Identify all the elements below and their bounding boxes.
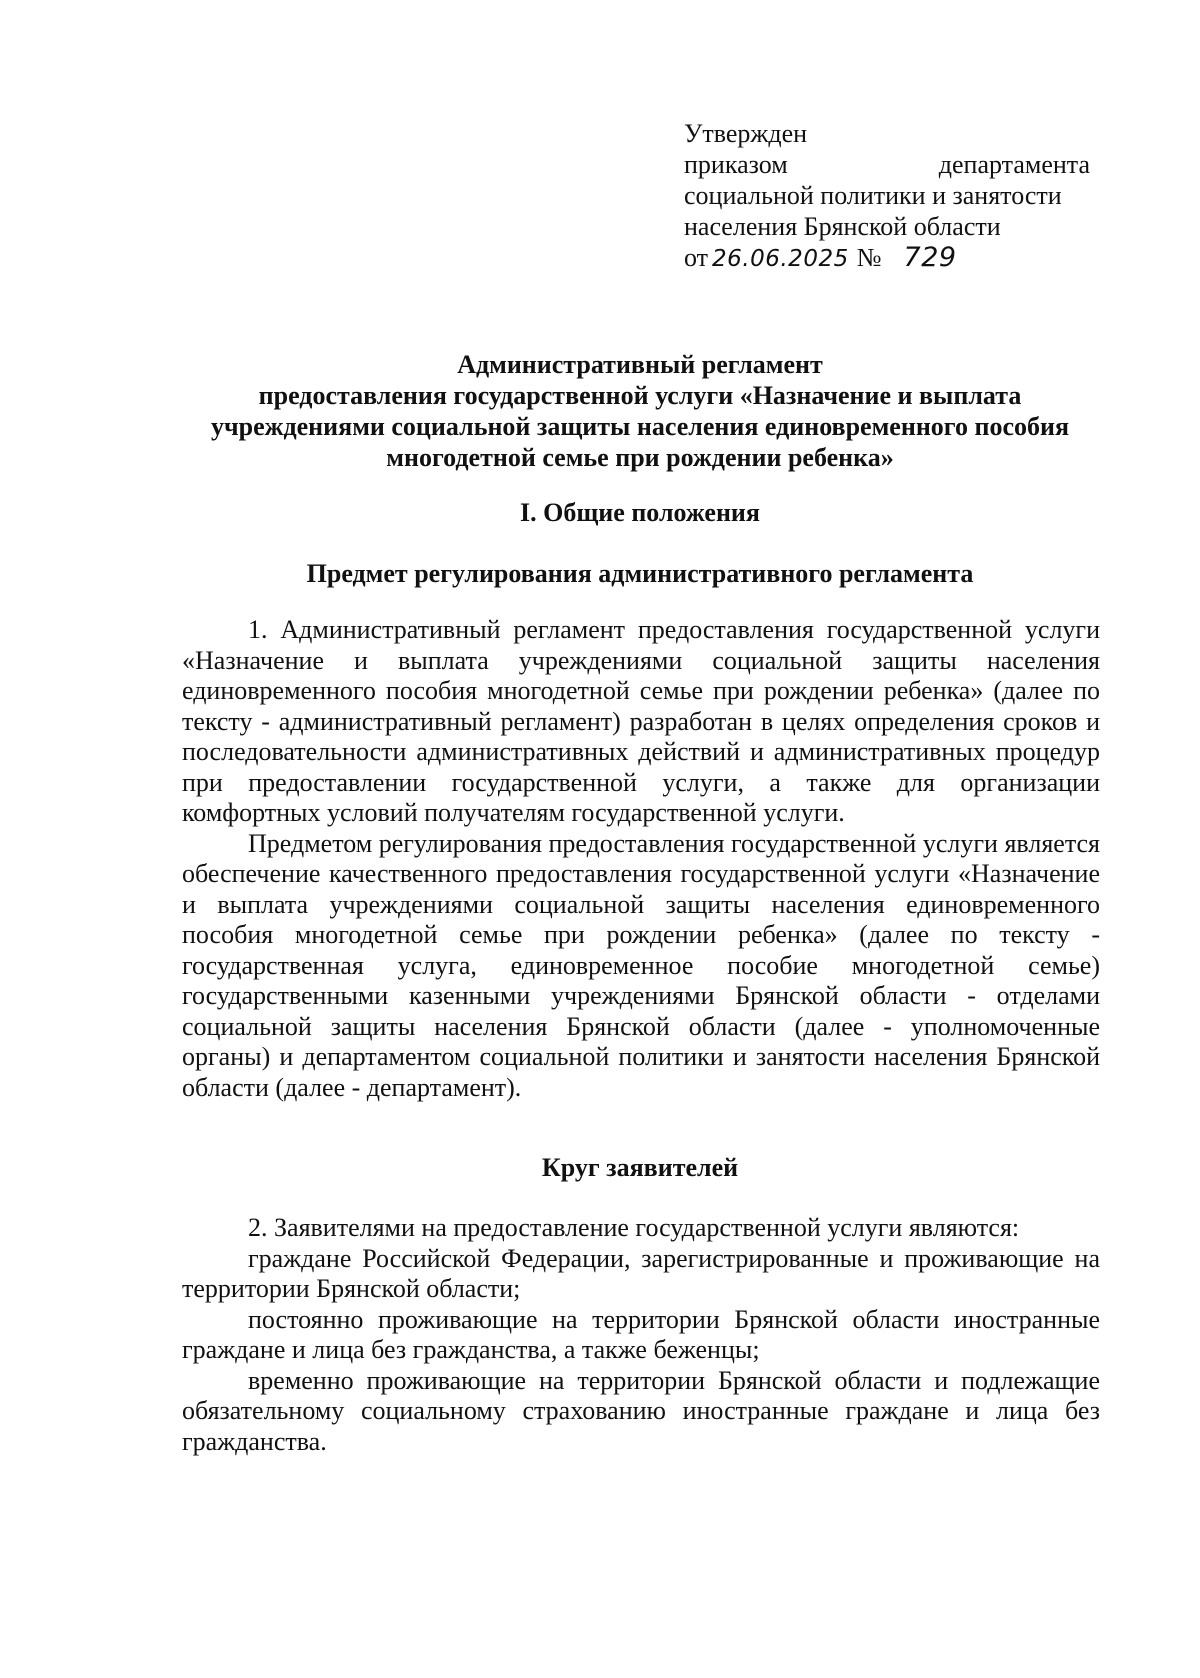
subsection-heading-subject: Предмет регулирования административного регламента xyxy=(306,559,974,588)
approval-handwritten-date: 26.06.2025 xyxy=(712,246,849,272)
approval-order-word: приказом xyxy=(684,150,788,179)
paragraph-3: 2. Заявителями на предоставление государственной услуги являются: xyxy=(248,1213,1020,1242)
approval-stamp-block xyxy=(684,118,1090,275)
title-line-2: предоставления государственной услуги «Назначение и выплата xyxy=(258,381,1022,410)
approval-number-sign: № xyxy=(856,243,882,272)
body-section-subject xyxy=(182,615,1100,1103)
subsection-heading-applicants: Круг заявителей xyxy=(541,1153,739,1182)
paragraph-1: 1. Административный регламент предоставления государственной услуги «Назначение и выплата учреждениями социальной защиты населения единовременного пособия многодетной семье при рождении ребенка» (далее по тексту - административный регламент) разработан в целях определения сроков и последовательности административных действий и административных процедур при предоставлении государственной услуги, а также для организации комфортных условий получателям государственной услуги. xyxy=(182,615,1100,827)
paragraph-5: постоянно проживающие на территории Брянской области иностранные граждане и лица без гражданства, а также беженцы; xyxy=(182,1304,1100,1364)
approval-line-approved: Утвержден xyxy=(684,119,808,148)
body-section-applicants xyxy=(182,1213,1100,1457)
paragraph-2: Предметом регулирования предоставления государственной услуги является обеспечение качественного предоставления государственной услуги «Назначение и выплата учреждениями социальной защиты населения единовременного пособия многодетной семье при рождении ребенка» (далее по тексту - государственная услуга, единовременное пособие многодетной семье) государственными казенными учреждениями Брянской области - отделами социальной защиты населения Брянской области (далее - уполномоченные органы) и департаментом социальной политики и занятости населения Брянской области (далее - департамент). xyxy=(182,828,1100,1102)
approval-line-order xyxy=(684,149,1090,180)
document-title xyxy=(180,349,1100,473)
approval-line-policy: социальной политики и занятости xyxy=(684,181,1062,210)
paragraph-6: временно проживающие на территории Брянской области и подлежащие обязательному социальному страхованию иностранные граждане и лица без гражданства. xyxy=(182,1365,1100,1456)
paragraph-4: граждане Российской Федерации, зарегистрированные и проживающие на территории Брянской области; xyxy=(182,1243,1100,1303)
title-line-4: многодетной семье при рождении ребенка» xyxy=(386,443,894,472)
approval-department-word: департамента xyxy=(938,150,1090,179)
title-line-3: учреждениями социальной защиты населения единовременного пособия xyxy=(210,412,1070,441)
section-heading-general: I. Общие положения xyxy=(520,498,760,527)
approval-date-prefix: от xyxy=(684,243,709,272)
approval-line-region: населения Брянской области xyxy=(684,212,1001,241)
title-line-1: Административный регламент xyxy=(457,350,823,379)
approval-handwritten-number: 729 xyxy=(903,242,957,273)
approval-line-date-number xyxy=(684,242,1090,275)
